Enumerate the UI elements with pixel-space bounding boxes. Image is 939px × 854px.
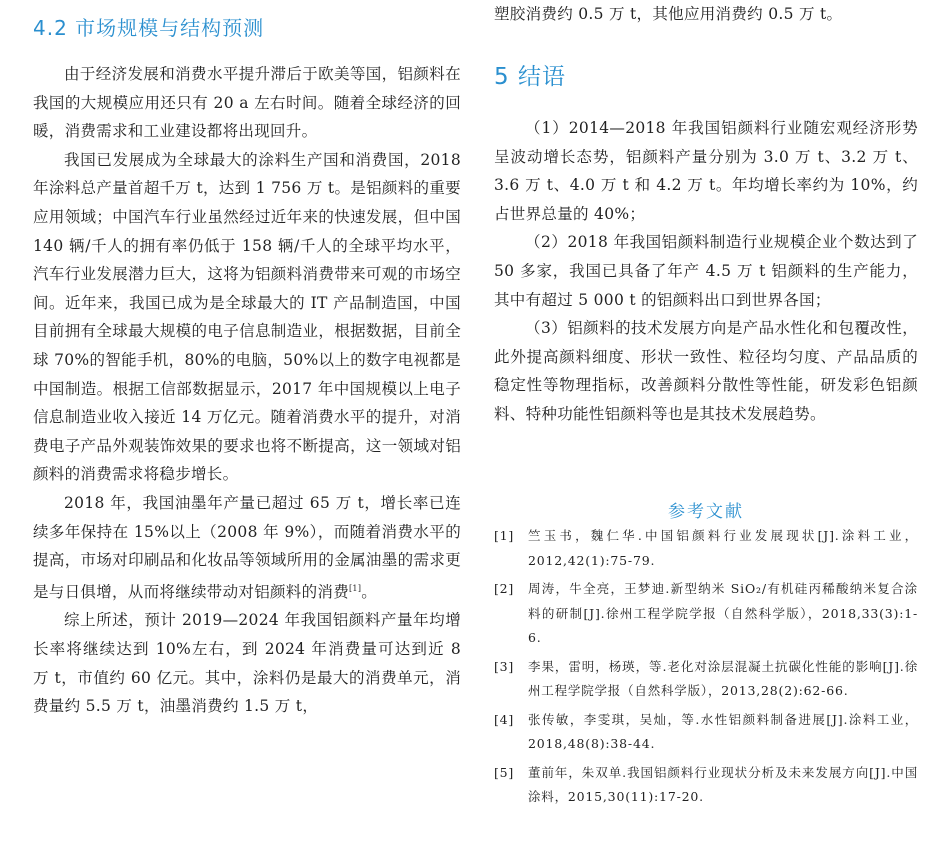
- references-title: 参考文献: [668, 502, 744, 522]
- conclusion-item-3: （3）铝颜料的技术发展方向是产品水性化和包覆改性，此外提高颜料细度、形状一致性、粒径均匀度、产品品质的稳定性等物理指标，改善颜料分散性等性能，研发彩色铝颜料、特种功能性铝颜料等也是其技术发展趋势。: [494, 319, 918, 423]
- paragraph-1: 由于经济发展和消费水平提升滞后于欧美等国，铝颜料在我国的大规模应用还只有 20 a 左右时间。随着全球经济的回暖，消费需求和工业建设都将出现回升。: [33, 65, 461, 141]
- reference-number: [3]: [494, 658, 515, 674]
- reference-text: 竺玉书，魏仁华.中国铝颜料行业发展现状[J].涂料工业，2012,42(1):75-79.: [528, 528, 918, 568]
- reference-item: [494, 761, 918, 810]
- section-heading-4-2: 4.2 市场规模与结构预测: [33, 16, 265, 40]
- citation-1: [1]: [349, 583, 362, 593]
- reference-item: [494, 577, 918, 651]
- reference-text: 李果，雷明，杨瑛，等.老化对涂层混凝土抗碳化性能的影响[J].徐州工程学院学报（自然科学版），2013,28(2):62-66.: [528, 658, 918, 698]
- paragraph-3-end: 。: [361, 582, 378, 601]
- reference-text: 董前年，朱双单.我国铝颜料行业现状分析及未来发展方向[J].中国涂料，2015,30(11):17-20.: [528, 764, 918, 804]
- reference-number: [1]: [494, 528, 515, 543]
- paragraph-3-text: 2018 年，我国油墨年产量已超过 65 万 t，增长率已连续多年保持在 15%以上（2008 年 9%），而随着消费水平的提高，市场对印刷品和化妆品等领域所用的金属油墨的需求更是与日俱增，从而将继续带动对铝颜料的消费: [33, 493, 461, 601]
- left-body: [33, 60, 461, 721]
- reference-text: 周涛，牛全亮，王梦迪.新型纳米 SiO₂/有机硅丙稀酸纳米复合涂料的研制[J].徐州工程学院学报（自然科学版），2018,33(3):1-6.: [528, 581, 918, 645]
- reference-number: [2]: [494, 581, 515, 596]
- continued-text: [494, 0, 918, 29]
- continued-paragraph: 塑胶消费约 0.5 万 t，其他应用消费约 0.5 万 t。: [494, 5, 843, 23]
- reference-number: [5]: [494, 764, 515, 780]
- reference-number: [4]: [494, 711, 515, 727]
- conclusion-item-1: （1）2014—2018 年我国铝颜料行业随宏观经济形势呈波动增长态势，铝颜料产量分别为 3.0 万 t、3.2 万 t、3.6 万 t、4.0 万 t 和 4.2 万 t。年均增长率约为 10%，约占世界总量的 40%；: [494, 119, 918, 223]
- conclusion-item-2: （2）2018 年我国铝颜料制造行业规模企业个数达到了 50 多家，我国已具备了年产 4.5 万 t 铝颜料的生产能力，其中有超过 5 000 t 的铝颜料出口到世界各国；: [494, 233, 918, 309]
- paragraph-2: 我国已发展成为全球最大的涂料生产国和消费国，2018 年涂料总产量首超千万 t，达到 1 756 万 t。是铝颜料的重要应用领域；中国汽车行业虽然经过近年来的快速发展，但中国 140 辆/千人的拥有率仍低于 158 辆/千人的全球平均水平，汽车行业发展潜力巨大，这将为铝颜料消费带来可观的市场空间。近年来，我国已成为是全球最大的 IT 产品制造国，中国目前拥有全球最大规模的电子信息制造业，根据数据，目前全球 70%的智能手机，80%的电脑，50%以上的数字电视都是中国制造。根据工信部数据显示，2017 年中国规模以上电子信息制造业收入接近 14 万亿元。随着消费水平的提升，对消费电子产品外观装饰效果的要求也将不断提高，这一领域对铝颜料的消费需求将稳步增长。: [33, 150, 461, 484]
- reference-item: [494, 655, 918, 704]
- paragraph-4: 综上所述，预计 2019—2024 年我国铝颜料产量年均增长率将继续达到 10%左右，到 2024 年消费量可达到近 8 万 t，市值约 60 亿元。其中，涂料仍是最大的消费单元，消费量约 5.5 万 t，油墨消费约 1.5 万 t，: [33, 611, 461, 716]
- reference-item: [494, 708, 918, 757]
- reference-text: 张传敏，李雯琪，吴灿，等.水性铝颜料制备进展[J].涂料工业，2018,48(8):38-44.: [528, 711, 918, 751]
- reference-item: [494, 524, 918, 573]
- references-list: [494, 524, 918, 814]
- section-heading-5: 5 结语: [494, 64, 566, 90]
- paragraph-3: [33, 489, 461, 607]
- conclusion-body: [494, 114, 918, 429]
